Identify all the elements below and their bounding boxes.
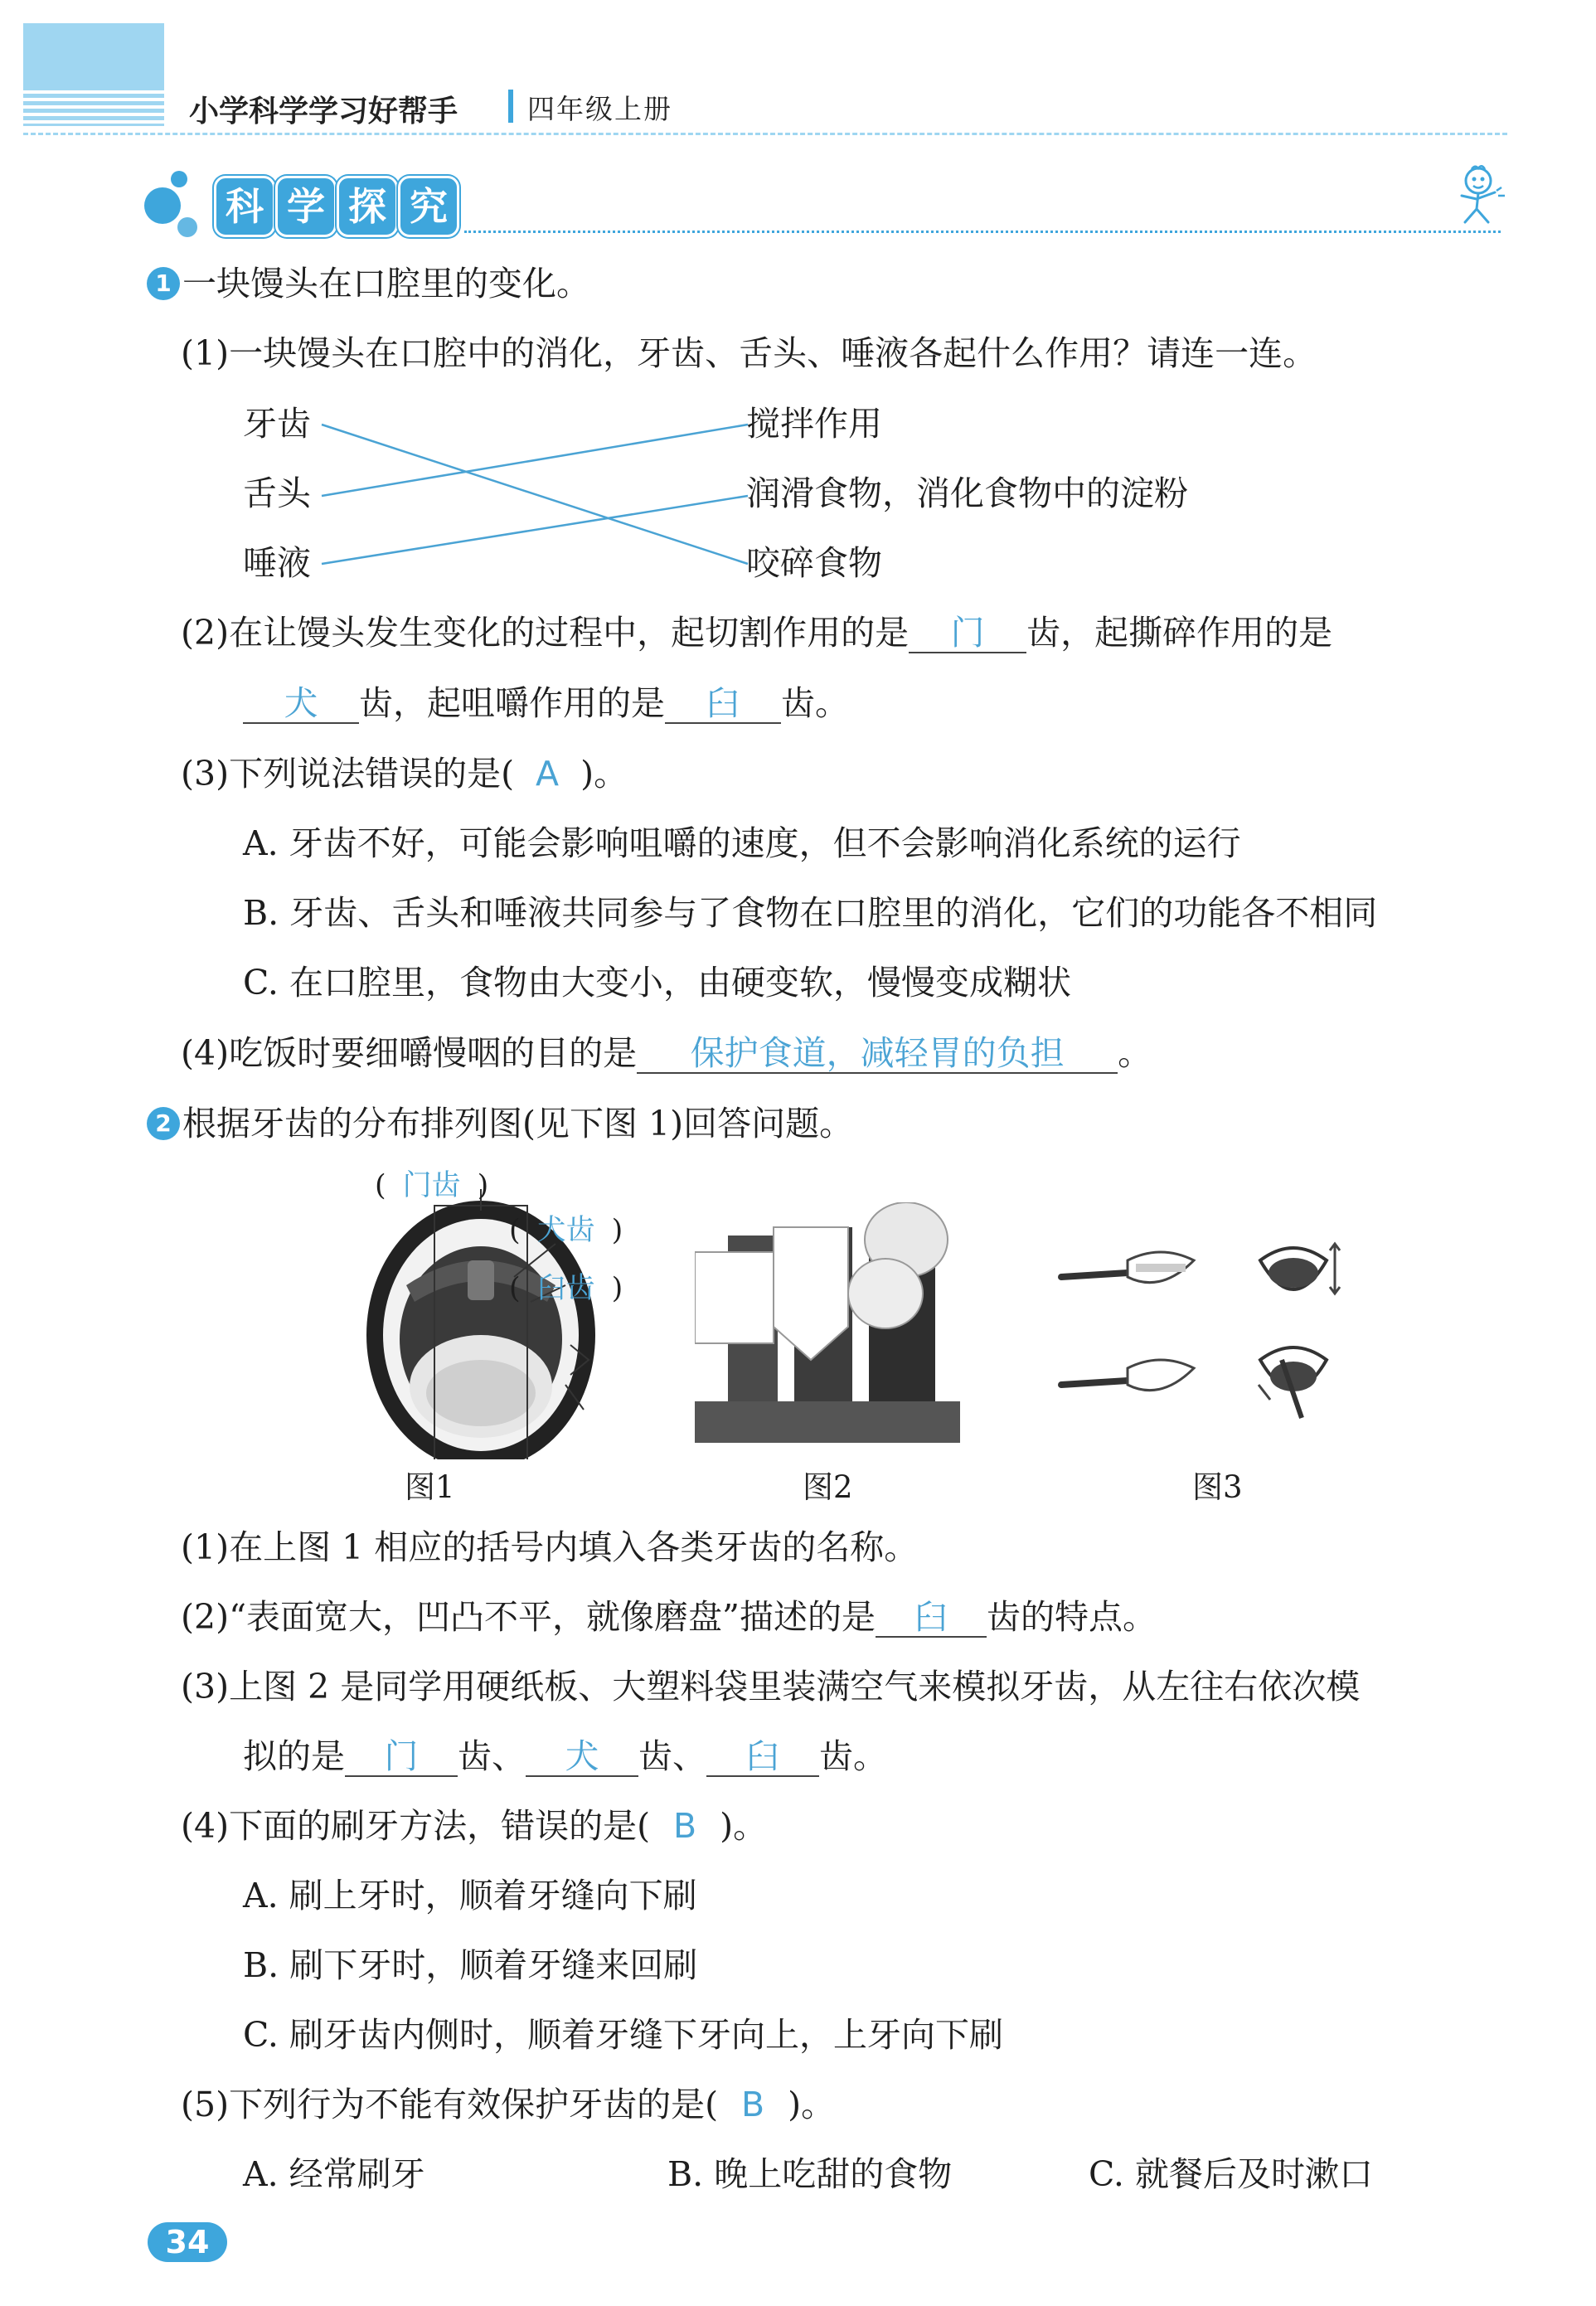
blank-model-2[interactable]: 犬 (526, 1736, 638, 1777)
fig1-canine-answer[interactable]: 犬齿 (536, 1214, 595, 1247)
fig1-label-canine: ( 犬齿 ) (509, 1207, 623, 1254)
q2-part5-option-a: A. 经常刷牙 (243, 2154, 425, 2194)
q2-part5-answer[interactable]: B (741, 2085, 765, 2124)
question-2-title: 根据牙齿的分布排列图(见下图 1)回答问题。 (182, 1104, 854, 1143)
q2-part4-stem: (4)下面的刷牙方法，错误的是( B )。 (181, 1803, 767, 1849)
q2-part4-option-b: B. 刷下牙时，顺着牙缝来回刷 (243, 1945, 698, 1985)
q2-part3-line2: 拟的是 门 齿、 犬 齿、 臼 齿。 (243, 1736, 887, 1776)
q1-part3-option-b: B. 牙齿、舌头和唾液共同参与了食物在口腔里的消化，它们的功能各不相同 (243, 893, 1378, 933)
figure-2-caption: 图2 (803, 1469, 853, 1505)
blank-model-1[interactable]: 门 (345, 1736, 458, 1777)
blank-cutting-teeth[interactable]: 门 (909, 612, 1026, 653)
q1-part3-stem: (3)下列说法错误的是( A )。 (181, 750, 628, 797)
banner-char-2: 学 (275, 176, 337, 237)
q2-part5-stem: (5)下列行为不能有效保护牙齿的是( B )。 (181, 2081, 835, 2128)
blank-tearing-teeth[interactable]: 犬 (243, 682, 359, 724)
banner-char-3: 探 (337, 176, 398, 237)
q2-part2: (2)“表面宽大，凹凸不平，就像磨盘”描述的是 臼 齿的特点。 (181, 1597, 1157, 1637)
matching-line-2 (322, 425, 748, 496)
match-right-1: 搅拌作用 (746, 404, 882, 444)
figure-2-students-photo (695, 1202, 960, 1443)
matching-lines (0, 0, 1596, 630)
figure-1-caption: 图1 (405, 1469, 455, 1505)
q2-part1: (1)在上图 1 相应的括号内填入各类牙齿的名称。 (181, 1527, 919, 1567)
q2-part4-option-c: C. 刷牙齿内侧时，顺着牙缝下牙向上，上牙向下刷 (243, 2015, 1003, 2055)
q1-part3-option-c: C. 在口腔里，食物由大变小，由硬变软，慢慢变成糊状 (243, 963, 1071, 1003)
page-number: 34 (148, 2222, 227, 2262)
matching-line-1 (322, 425, 748, 564)
match-left-1: 牙齿 (243, 404, 311, 444)
blank-millstone-teeth[interactable]: 臼 (876, 1596, 987, 1638)
banner-char-1: 科 (214, 176, 275, 237)
fig1-incisor-answer[interactable]: 门齿 (402, 1169, 461, 1202)
q2-part5-option-b: B. 晚上吃甜的食物 (667, 2154, 953, 2194)
match-right-3: 咬碎食物 (746, 543, 882, 583)
fig1-molar-answer[interactable]: 臼齿 (536, 1272, 595, 1305)
q1-part1-text: (1)一块馒头在口腔中的消化，牙齿、舌头、唾液各起什么作用？请连一连。 (181, 333, 1317, 373)
blank-chew-purpose[interactable]: 保护食道，减轻胃的负担 (637, 1032, 1118, 1074)
q2-part5-option-c: C. 就餐后及时漱口 (1089, 2154, 1373, 2194)
q2-part4-answer[interactable]: B (673, 1806, 697, 1846)
q1-part3-option-a: A. 牙齿不好，可能会影响咀嚼的速度，但不会影响消化系统的运行 (243, 823, 1241, 863)
question-1-title: 一块馒头在口腔里的变化。 (182, 264, 590, 303)
matching-line-3 (322, 496, 748, 564)
q1-part2-line2: 犬 齿，起咀嚼作用的是 臼 齿。 (243, 680, 849, 726)
match-right-2: 润滑食物，消化食物中的淀粉 (746, 473, 1188, 513)
fig1-label-molar: ( 臼齿 ) (509, 1265, 623, 1312)
book-subtitle: 四年级上册 (527, 93, 672, 125)
figure-3-caption: 图3 (1192, 1469, 1243, 1505)
book-title: 小学科学学习好帮手 (189, 95, 458, 129)
q2-part3-line1: (3)上图 2 是同学用硬纸板、大塑料袋里装满空气来模拟牙齿，从左往右依次模 (181, 1667, 1361, 1706)
q1-part3-answer[interactable]: A (536, 754, 560, 794)
banner-char-4: 究 (398, 176, 459, 237)
match-left-3: 唾液 (243, 543, 311, 583)
q1-part2-line1: (2)在让馒头发生变化的过程中，起切割作用的是 门 齿，起撕碎作用的是 (181, 613, 1333, 653)
fig1-label-incisor: ( 门齿 ) (375, 1163, 488, 1209)
question-number-1: 1 (147, 267, 180, 300)
match-left-2: 舌头 (243, 473, 311, 513)
q2-part4-option-a: A. 刷上牙时，顺着牙缝向下刷 (243, 1876, 697, 1915)
question-number-2: 2 (147, 1107, 180, 1140)
figure-3-brushing-diagram (1053, 1227, 1360, 1426)
blank-model-3[interactable]: 臼 (706, 1736, 819, 1777)
blank-chewing-teeth[interactable]: 臼 (665, 682, 781, 724)
q1-part4: (4)吃饭时要细嚼慢咽的目的是 保护食道，减轻胃的负担 。 (181, 1033, 1152, 1073)
